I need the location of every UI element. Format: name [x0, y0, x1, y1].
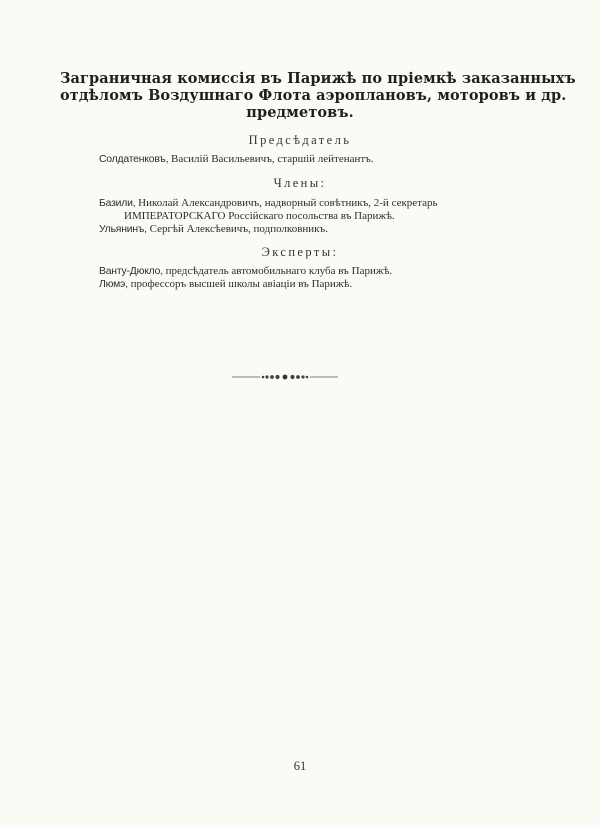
- entry-surname: Ванту-Дюкло,: [99, 266, 163, 277]
- entry-surname: Люмэ,: [99, 279, 128, 290]
- member-entry: [99, 223, 328, 236]
- section-heading-members: Члены:: [273, 176, 327, 190]
- member-entry: [99, 197, 438, 210]
- chairman-entry: [99, 153, 374, 166]
- entry-details: Николай Александровичъ, надворный совѣтникъ, 2-й секретарь: [135, 197, 438, 209]
- entry-details-continuation: ИМПЕРАТОРСКАГО Россійскаго посольства въ Парижѣ.: [124, 210, 395, 222]
- page-number: 61: [293, 759, 307, 773]
- title-line: Заграничная комиссія въ Парижѣ по пріемкѣ заказанныхъ: [60, 70, 576, 87]
- expert-entry: [99, 278, 352, 291]
- section-heading-chairman: Предсѣдатель: [248, 133, 352, 147]
- entry-details: Сергѣй Алексѣевичъ, подполковникъ.: [146, 223, 328, 235]
- title-line: отдѣломъ Воздушнаго Флота аэроплановъ, моторовъ и др.: [60, 87, 567, 104]
- entry-surname: Базили,: [99, 198, 136, 209]
- entry-surname: Солдатенковъ,: [99, 154, 169, 165]
- title-line: предметовъ.: [246, 104, 354, 121]
- entry-details: Василій Васильевичъ, старшій лейтенантъ.: [168, 153, 374, 165]
- expert-entry: [99, 265, 392, 278]
- section-heading-experts: Эксперты:: [261, 245, 339, 259]
- entry-details: профессоръ высшей школы авіаціи въ Парижѣ.: [127, 278, 353, 290]
- ornament-divider: [232, 372, 338, 382]
- entry-details: предсѣдатель автомобильнаго клуба въ Парижѣ.: [162, 265, 393, 277]
- member-entry-continuation: [124, 210, 395, 223]
- page-title: [60, 70, 576, 121]
- entry-surname: Ульянинъ,: [99, 224, 147, 235]
